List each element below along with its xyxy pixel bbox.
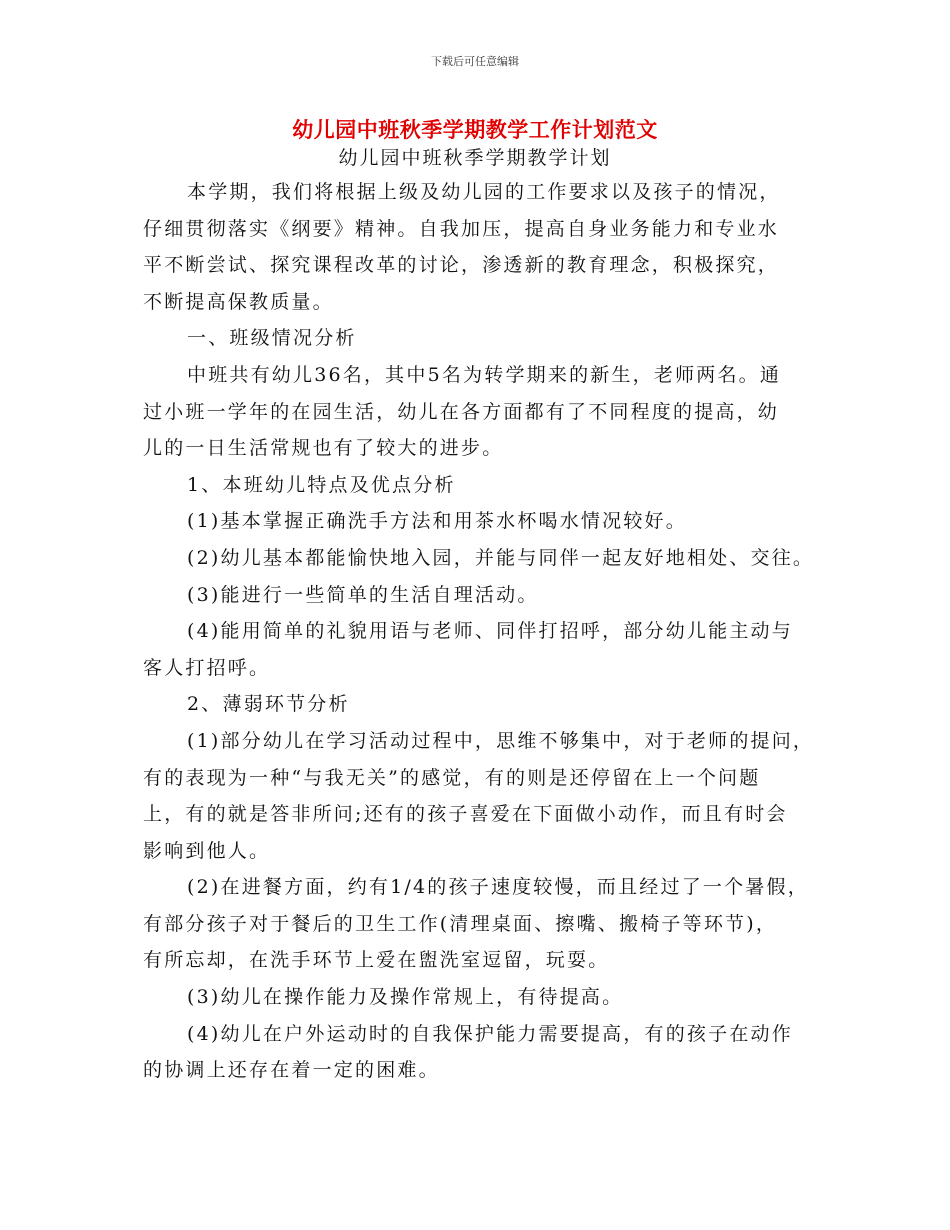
body-line: 过小班一学年的在园生活，幼儿在各方面都有了不同程度的提高，幼 bbox=[143, 400, 780, 423]
body-line: 的协调上还存在着一定的困难。 bbox=[143, 1059, 440, 1082]
list-item: (1)部分幼儿在学习活动过程中，思维不够集中，对于老师的提问， bbox=[187, 729, 815, 752]
document-title: 幼儿园中班秋季学期教学工作计划范文 bbox=[292, 118, 658, 142]
subsection-heading: 1、本班幼儿特点及优点分析 bbox=[187, 473, 456, 496]
body-line: 有所忘却，在洗手环节上爱在盥洗室逗留，玩耍。 bbox=[143, 949, 610, 972]
page-header-note: 下载后可任意编辑 bbox=[431, 55, 519, 68]
list-item: (4)幼儿在户外运动时的自我保护能力需要提高，有的孩子在动作 bbox=[187, 1022, 793, 1045]
list-item: (3)幼儿在操作能力及操作常规上，有待提高。 bbox=[187, 986, 624, 1009]
body-line: 中班共有幼儿36名，其中5名为转学期来的新生，老师两名。通 bbox=[187, 363, 782, 386]
body-line: 本学期，我们将根据上级及幼儿园的工作要求以及孩子的情况， bbox=[187, 181, 781, 203]
body-line: 有部分孩子对于餐后的卫生工作(清理桌面、擦嘴、搬椅子等环节)， bbox=[143, 912, 778, 935]
list-item: (2)幼儿基本都能愉快地入园，并能与同伴一起友好地相处、交往。 bbox=[187, 546, 815, 569]
body-line: 影响到他人。 bbox=[143, 839, 271, 862]
body-line: 上，有的就是答非所问;还有的孩子喜爱在下面做小动作，而且有时会 bbox=[143, 803, 788, 826]
section-heading: 一、班级情况分析 bbox=[187, 327, 357, 350]
body-line: 客人打招呼。 bbox=[143, 656, 271, 679]
document-subtitle: 幼儿园中班秋季学期教学计划 bbox=[338, 147, 612, 169]
list-item: (3)能进行一些简单的生活自理活动。 bbox=[187, 583, 539, 606]
subsection-heading: 2、薄弱环节分析 bbox=[187, 693, 350, 716]
body-line: 有的表现为一种“与我无关”的感觉，有的则是还停留在上一个问题 bbox=[143, 766, 761, 789]
body-line: 不断提高保教质量。 bbox=[143, 290, 334, 313]
body-line: 仔细贯彻落实《纲要》精神。自我加压，提高自身业务能力和专业水 bbox=[143, 217, 780, 240]
body-line: 儿的一日生活常规也有了较大的进步。 bbox=[143, 437, 504, 460]
list-item: (1)基本掌握正确洗手方法和用茶水杯喝水情况较好。 bbox=[187, 510, 687, 533]
list-item: (2)在进餐方面，约有1/4的孩子速度较慢，而且经过了一个暑假， bbox=[187, 876, 809, 899]
body-line: 平不断尝试、探究课程改革的讨论，渗透新的教育理念，积极探究， bbox=[143, 254, 780, 277]
list-item: (4)能用简单的礼貌用语与老师、同伴打招呼，部分幼儿能主动与 bbox=[187, 620, 793, 643]
document-body bbox=[143, 174, 823, 1089]
